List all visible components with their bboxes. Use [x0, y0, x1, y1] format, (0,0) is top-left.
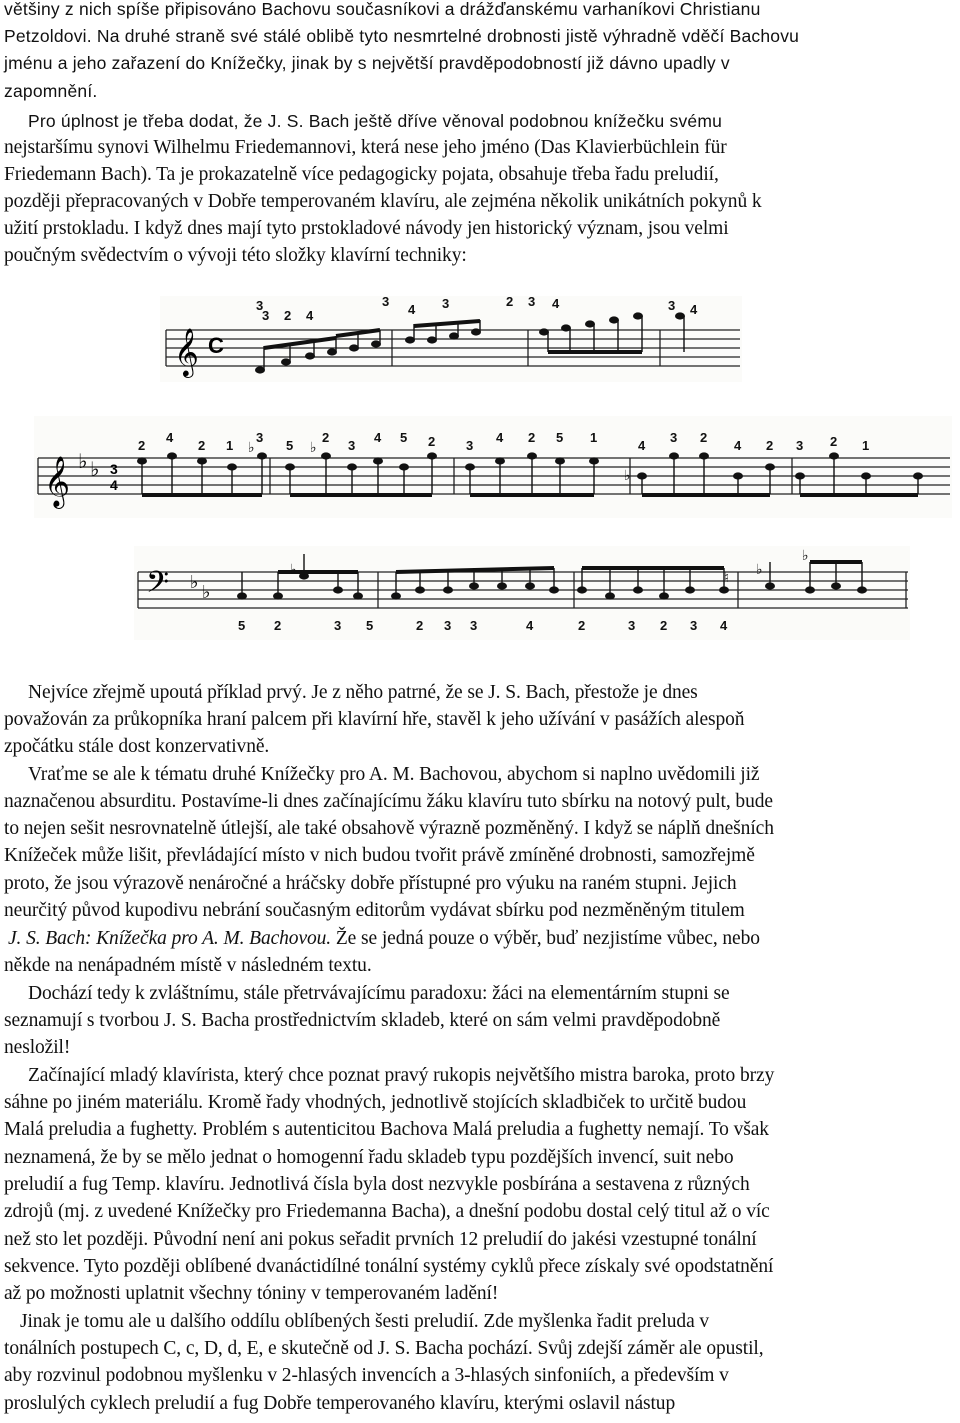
music-example-1: [160, 296, 742, 382]
treble-clef-icon: 𝄞: [174, 328, 199, 375]
svg-text:3: 3: [256, 430, 264, 445]
staff-notation: [134, 546, 910, 640]
text-line: preludií a fug Temp. klavíru. Jednotlivá čísla byla dost nezvykle posbírána a sestavena z různých: [4, 1174, 750, 1195]
time-signature: C: [208, 333, 224, 358]
svg-text:3: 3: [348, 438, 356, 453]
text-line: později přepracovaných v Dobře temperovaném klavíru, ale zejména několik unikátních pokynů k: [4, 191, 762, 212]
text-line: proto, že jsou výrazově nenáročné a hráčsky dobře přístupné pro výuku na raném stupni. Jejich: [4, 873, 737, 894]
note-heads: [237, 572, 867, 599]
flat-icon: ♭: [78, 451, 88, 473]
svg-text:2: 2: [578, 618, 586, 633]
text-line: Petzoldovi. Na druhé straně své stálé oblibě tyto nesmrtelné drobnosti jistě výhradně vděčí Bachovu: [4, 26, 800, 46]
text-line: Friedemann Bach). Ta je prokazatelně více pedagogicky pojata, obsahuje třeba řadu preludií,: [4, 164, 719, 185]
svg-text:5: 5: [238, 618, 246, 633]
time-signature-bottom: 4: [110, 477, 118, 493]
svg-text:5: 5: [556, 430, 564, 445]
svg-text:2: 2: [284, 308, 292, 323]
svg-text:2: 2: [506, 296, 514, 309]
text-line: Nejvíce zřejmě upoutá příklad prvý. Je z něho patrné, že se J. S. Bach, přestože je dnes: [28, 682, 698, 703]
text-line: Malá preludia a fughetty. Problém s autenticitou Bachova Malá preludia a fughetty nemají. To však: [4, 1119, 769, 1140]
staff-notation: [160, 296, 742, 382]
svg-text:4: 4: [690, 302, 698, 317]
svg-text:4: 4: [496, 430, 504, 445]
svg-text:4: 4: [552, 296, 560, 311]
svg-text:5: 5: [400, 430, 408, 445]
text-line: zpočátku stále dost konzervativně.: [4, 736, 270, 757]
text-line: neznamená, že by se mělo jednat o homogenní řadu skladeb typu pozdějších invencí, suit nebo: [4, 1147, 734, 1168]
svg-text:2: 2: [660, 618, 668, 633]
svg-text:3: 3: [690, 618, 698, 633]
text-line: Začínající mladý klavírista, který chce poznat pravý rukopis největšího mistra baroka, proto brzy: [28, 1065, 775, 1086]
svg-text:3: 3: [628, 618, 636, 633]
text-line: jménu a jeho zařazení do Knížečky, jinak by s největší pravděpodobností již dávno upadly v: [4, 53, 730, 73]
text-line: seznamují s tvorbou J. S. Bacha prostřednictvím skladeb, které on sám velmi pravděpodobně: [4, 1010, 721, 1031]
text-line: sekvence. Tyto později oblíbené dvanáctidílné tonální systémy cyklů přece získaly své opodstatnění: [4, 1256, 774, 1277]
svg-text:♭: ♭: [802, 547, 809, 563]
svg-text:1: 1: [226, 438, 234, 453]
bass-clef-icon: 𝄢: [146, 565, 170, 606]
text-line: proslulých cyklech preludií a fug Dobře temperovaného klavíru, kterými oslavil nástup: [4, 1393, 676, 1414]
svg-text:4: 4: [166, 430, 174, 445]
svg-text:3: 3: [466, 438, 474, 453]
svg-text:3: 3: [442, 296, 450, 311]
text-line: Vraťme se ale k tématu druhé Knížečky pro A. M. Bachovou, abychom si naplno uvědomili již: [28, 764, 760, 785]
text-line: většiny z nich spíše připisováno Bachovu současníkovi a drážďanskému varhaníkovi Christianu: [4, 0, 761, 19]
svg-text:3: 3: [262, 308, 270, 323]
text-line: nesložil!: [4, 1037, 71, 1058]
text-line: Knížeček může lišit, převládající místo v nich budou tvořit právě zmíněné drobnosti, samozřejmě: [4, 845, 755, 866]
text-line: neurčitý původ kupodivu nebrání současným editorům vydávat sbírku pod nezměněným titulem: [4, 900, 745, 921]
svg-text:4: 4: [374, 430, 382, 445]
text-line: nejstaršímu synovi Wilhelmu Friedemannovi, která nese jeho jméno (Das Klavierbüchlein für: [4, 137, 727, 158]
text-line: než sto let později. Původní není ani pokus seřadit prvních 12 preludií do jakési vzestupné tonální: [4, 1229, 757, 1250]
svg-text:♭: ♭: [290, 561, 297, 577]
text-line: užití prstokladu. I když dnes mají tyto prstokladové návody jen historický význam, jsou velmi: [4, 218, 729, 239]
music-example-3: [134, 546, 910, 640]
fingering-numbers: [256, 296, 698, 323]
svg-text:3: 3: [444, 618, 452, 633]
svg-text:♮: ♮: [724, 569, 730, 585]
text-line: Pro úplnost je třeba dodat, že J. S. Bach ještě dříve věnoval podobnou knížečku svému: [28, 111, 723, 131]
svg-text:♭: ♭: [756, 561, 763, 577]
text-line: zdrojů (mj. z uvedené Knížečky pro Friedemanna Bacha), a dnešní podobu dostal celý titul až o víc: [4, 1201, 770, 1222]
svg-text:1: 1: [862, 438, 870, 453]
staff-notation: [34, 416, 952, 518]
svg-text:4: 4: [526, 618, 534, 633]
text-line: naznačenou absurditu. Postavíme-li dnes začínajícímu žáku klavíru tuto sbírku na notový pult, bude: [4, 791, 773, 812]
svg-text:3: 3: [668, 298, 676, 313]
svg-text:3: 3: [796, 438, 804, 453]
svg-text:2: 2: [274, 618, 282, 633]
text-line: Jinak je tomu ale u dalšího oddílu oblíbených šesti preludií. Zde myšlenka řadit preluda v: [20, 1311, 710, 1332]
text-line: až po možnosti uplatnit všechny tóniny v temperovaném ladění!: [4, 1283, 499, 1304]
svg-text:3: 3: [334, 618, 342, 633]
svg-text:4: 4: [306, 308, 314, 323]
flat-icon: ♭: [90, 459, 100, 481]
svg-text:2: 2: [198, 438, 206, 453]
text-line: to nejen sešit nesrovnatelně útlejší, ale také obsahově výrazně pozměněný. I když se náplň dnešních: [4, 818, 774, 839]
svg-text:5: 5: [286, 438, 294, 453]
flat-icon: ♭: [190, 572, 199, 592]
svg-text:♭: ♭: [310, 439, 317, 455]
svg-text:2: 2: [416, 618, 424, 633]
time-signature-top: 3: [110, 461, 118, 477]
svg-text:3: 3: [470, 618, 478, 633]
svg-text:4: 4: [734, 438, 742, 453]
svg-text:2: 2: [138, 438, 146, 453]
text-line: poučným svědectvím o vývoji této složky klavírní techniky:: [4, 245, 467, 266]
svg-text:2: 2: [830, 434, 838, 449]
svg-text:3: 3: [256, 298, 264, 313]
text-line: sáhne po jiném materiálu. Kromě řady vhodných, jednotlivě stojících skladbiček to určitě budou: [4, 1092, 747, 1113]
svg-text:♭: ♭: [248, 439, 255, 455]
svg-text:1: 1: [590, 430, 598, 445]
text-line: někde na nenápadném místě v následném textu.: [4, 955, 372, 976]
text-span: Že se jedná pouze o výběr, buď nezjistíme vůbec, nebo: [335, 928, 760, 949]
music-example-2: [34, 416, 952, 518]
text-line: tonálních postupech C, c, D, d, E, e skutečně od J. S. Bacha pochází. Svůj zdejší záměr ale opustil,: [4, 1338, 764, 1359]
svg-text:3: 3: [528, 296, 536, 309]
fingering-numbers: [238, 618, 728, 633]
text-line: zapomnění.: [4, 81, 98, 101]
svg-text:5: 5: [366, 618, 374, 633]
svg-text:4: 4: [638, 438, 646, 453]
text-line: aby rozvinul podobnou myšlenku v 2-hlasých invencích a 3-hlasých sinfoniích, a především v: [4, 1365, 729, 1386]
svg-text:2: 2: [322, 430, 330, 445]
svg-text:2: 2: [428, 434, 436, 449]
treble-clef-icon: 𝄞: [44, 457, 71, 506]
svg-text:3: 3: [382, 296, 390, 309]
book-title: J. S. Bach: Knížečka pro A. M. Bachovou.: [8, 928, 332, 949]
svg-text:2: 2: [700, 430, 708, 445]
svg-text:2: 2: [528, 430, 536, 445]
svg-text:2: 2: [766, 438, 774, 453]
text-line: považován za průkopníka hraní palcem při klavírní hře, stavěl k jeho užívání v pasážích alespoň: [4, 709, 745, 730]
svg-text:3: 3: [670, 430, 678, 445]
svg-text:♭: ♭: [624, 467, 631, 483]
svg-text:4: 4: [408, 302, 416, 317]
svg-text:4: 4: [720, 618, 728, 633]
flat-icon: ♭: [202, 582, 211, 602]
text-line: Dochází tedy k zvláštnímu, stále přetrvávajícímu paradoxu: žáci na elementárním stupni se: [28, 983, 730, 1004]
